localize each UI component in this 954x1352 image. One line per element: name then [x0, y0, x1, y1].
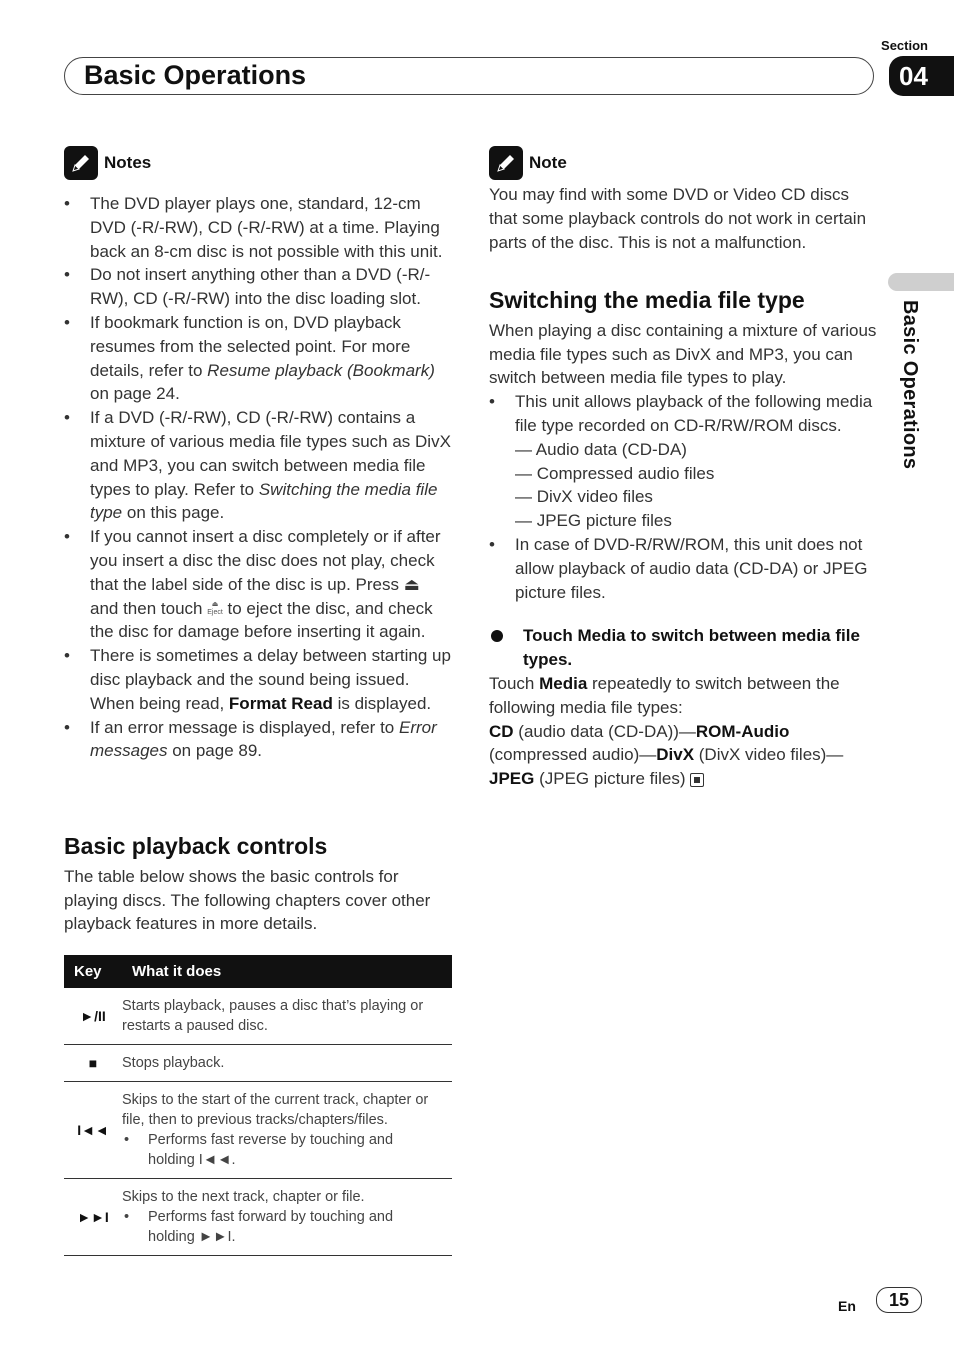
- table-header: [64, 955, 452, 988]
- note-block: [489, 146, 877, 254]
- table-row: [64, 1179, 452, 1256]
- list-item: • If bookmark function is on, DVD playback resumes from the selected point. For more details, refer to Resume playback (Bookmark) on page 24.: [64, 311, 452, 406]
- switching-heading: Switching the media file type: [489, 287, 805, 313]
- eject-symbol: ⏏: [403, 574, 420, 594]
- switching-intro: When playing a disc containing a mixture of various media file types such as DivX and MP3, you can switch between media file types to play.: [489, 320, 877, 388]
- media-type-item: — Compressed audio files: [515, 463, 715, 483]
- list-item: • If an error message is displayed, refer to Error messages on page 89.: [64, 716, 452, 764]
- row-description: Stops playback.: [122, 1045, 452, 1082]
- step-bullet-icon: [491, 630, 503, 642]
- note-text: You may find with some DVD or Video CD discs that some playback controls do not work in certain parts of the disc. This is not a malfunction.: [489, 185, 867, 252]
- controls-table-wrapper: [64, 955, 452, 1256]
- stop-key: ■: [64, 1045, 122, 1082]
- note-heading: Note: [489, 146, 877, 180]
- page-title: Basic Operations: [84, 60, 307, 90]
- list-item: • There is sometimes a delay between starting up disc playback and the sound being issued. When being read, Format Read is displayed.: [64, 644, 452, 715]
- notes-heading: Notes: [64, 146, 452, 180]
- playback-section: [64, 835, 452, 936]
- section-label: Section: [881, 38, 928, 53]
- step-title: Touch Media to switch between media file types.: [489, 624, 877, 672]
- switching-list: [489, 390, 877, 604]
- list-item: • The DVD player plays one, standard, 12-cm DVD (-R/-RW), CD (-R/-RW) at a time. Playing back an 8-cm disc is not possible with this unit.: [64, 192, 452, 263]
- row-sub-note: • Performs fast reverse by touching and holding I◄◄.: [122, 1130, 438, 1170]
- language-label: En: [838, 1298, 856, 1314]
- switching-section: [489, 289, 877, 791]
- eject-button-icon: ⏏ Eject: [207, 601, 223, 617]
- notes-block: [64, 146, 452, 763]
- side-tab-marker: [888, 273, 954, 291]
- media-type-item: — DivX video files: [515, 487, 653, 507]
- previous-key: I◄◄: [64, 1082, 122, 1179]
- pencil-note-icon: [489, 146, 523, 180]
- end-mark-icon: [690, 773, 704, 787]
- page-number: 15: [876, 1287, 922, 1313]
- playback-intro: The table below shows the basic controls for playing discs. The following chapters cover other playback features in more details.: [64, 866, 431, 934]
- media-sequence: CD (audio data (CD-DA))—ROM-Audio (compressed audio)—DivX (DivX video files)—JPEG (JPEG picture files): [489, 721, 844, 789]
- section-number-badge: 04: [889, 56, 954, 96]
- media-type-item: — JPEG picture files: [515, 511, 672, 531]
- table-row: [64, 1082, 452, 1179]
- column-header-key: Key: [64, 955, 122, 988]
- column-header-description: What it does: [122, 955, 452, 988]
- list-item: • This unit allows playback of the following media file type recorded on CD-R/RW/ROM discs. — Audio data (CD-DA) — Compressed audio files — DivX video files — JPEG picture files: [489, 390, 877, 533]
- next-key: ►►I: [64, 1179, 122, 1256]
- step-body: Touch Media repeatedly to switch between the following media file types:: [489, 673, 840, 717]
- media-type-item: — Audio data (CD-DA): [515, 439, 687, 459]
- playback-heading: Basic playback controls: [64, 833, 328, 859]
- side-section-label: Basic Operations: [899, 300, 921, 470]
- table-row: [64, 1045, 452, 1082]
- row-sub-note: • Performs fast forward by touching and holding ►►I.: [122, 1207, 438, 1247]
- row-description: Starts playback, pauses a disc that’s playing or restarts a paused disc.: [122, 988, 452, 1045]
- notes-list: [64, 192, 452, 763]
- row-description: Skips to the start of the current track, chapter or file, then to previous tracks/chapters/files.: [122, 1092, 429, 1128]
- table-row: [64, 988, 452, 1045]
- controls-table: [64, 955, 452, 1256]
- list-item: • Do not insert anything other than a DVD (-R/-RW), CD (-R/-RW) into the disc loading slot.: [64, 263, 452, 311]
- list-item: • In case of DVD-R/RW/ROM, this unit does not allow playback of audio data (CD-DA) or JPEG picture files.: [489, 533, 877, 604]
- play-pause-key: ►/II: [64, 988, 122, 1045]
- pencil-note-icon: [64, 146, 98, 180]
- row-description: Skips to the next track, chapter or file.: [122, 1189, 365, 1205]
- list-item: • If you cannot insert a disc completely or if after you insert a disc the disc does not play, check that the label side of the disc is up. Press ⏏ and then touch ⏏ Eject to eject the disc, and check the disc for damage before inserting it again.: [64, 525, 452, 644]
- list-item: • If a DVD (-R/-RW), CD (-R/-RW) contains a mixture of various media file types such as DivX and MP3, you can switch between media file types to play. Refer to Switching the media file type on this page.: [64, 406, 452, 525]
